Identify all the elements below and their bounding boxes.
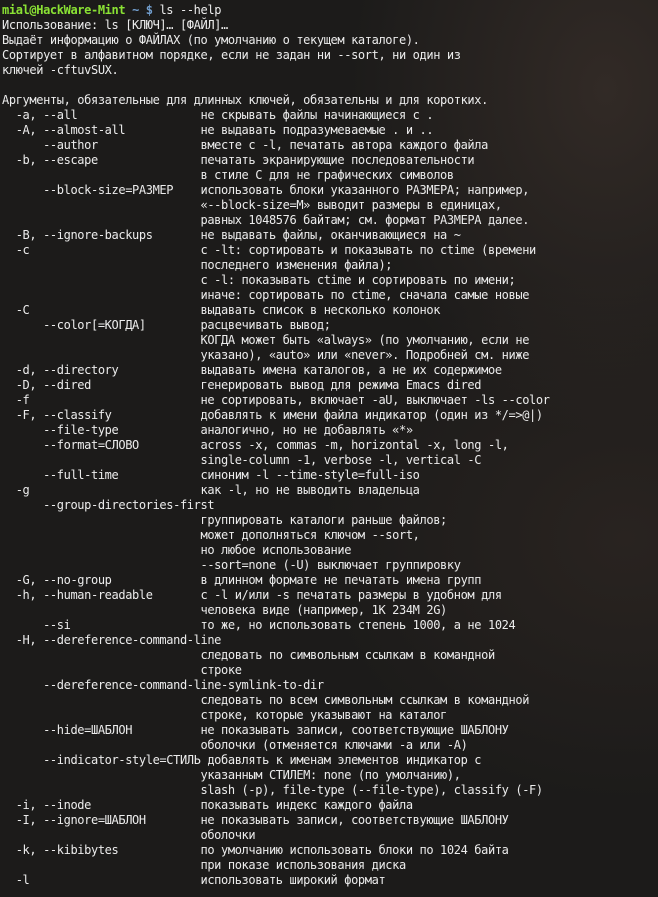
output-line: -k, --kibibytes по умолчанию использовать блоки по 1024 байта [2,843,509,857]
output-line: в стиле C для не графических символов [2,168,454,182]
output-line: ключей -cftuvSUX. [2,63,119,77]
output-line: строке, которые указывают на каталог [2,708,447,722]
command-output [2,18,658,888]
output-line: single-column -1, verbose -l, vertical -C [2,453,482,467]
output-line: -D, --dired генерировать вывод для режима Emacs dired [2,378,482,392]
prompt-path: ~ $ [125,3,153,17]
output-line: -g как -l, но не выводить владельца [2,483,420,497]
prompt-command: ls --help [152,3,222,17]
output-line: равных 1048576 байтам; см. формат РАЗМЕРА далее. [2,213,530,227]
output-line: -B, --ignore-backups не выдавать файлы, оканчивающиеся на ~ [2,228,461,242]
output-line: оболочки (отменяется ключами -a или -A) [2,738,468,752]
output-line: --sort=none (-U) выключает группировку [2,558,461,572]
output-line: --full-time синоним -l --time-style=full-iso [2,468,420,482]
output-line: оболочки [2,828,256,842]
output-line: --author вместе с -l, печатать автора каждого файла [2,138,488,152]
output-line: --si то же, но использовать степень 1000, а не 1024 [2,618,516,632]
output-line: указанным СТИЛЕМ: none (по умолчанию), [2,768,461,782]
output-line: --group-directories-first [2,498,215,512]
output-line [2,78,658,93]
output-line: -I, --ignore=ШАБЛОН не показывать записи, соответствующие ШАБЛОНУ [2,813,509,827]
output-line: следовать по символьным ссылкам в командной [2,648,495,662]
output-line: но любое использование [2,543,352,557]
output-line: последнего изменения файла); [2,258,393,272]
output-line: --format=СЛОВО across -x, commas -m, horizontal -x, long -l, [2,438,509,452]
output-line: -b, --escape печатать экранирующие последовательности [2,153,475,167]
output-line: указано), «auto» или «never». Подробней см. ниже [2,348,530,362]
output-line: группировать каталоги раньше файлов; [2,513,447,527]
output-line: Сортирует в алфавитном порядке, если не задан ни --sort, ни один из [2,48,461,62]
output-line: --dereference-command-line-symlink-to-dir [2,678,324,692]
output-line: -d, --directory выдавать имена каталогов, а не их содержимое [2,363,502,377]
output-line: -a, --all не скрывать файлы начинающиеся с . [2,108,434,122]
output-line: при показе использования диска [2,858,406,872]
output-line: --file-type аналогично, но не добавлять «*» [2,423,413,437]
output-line: следовать по всем символьным ссылкам в командной [2,693,530,707]
output-line: -C выдавать список в несколько колонок [2,303,441,317]
output-line: -h, --human-readable с -l и/или -s печатать размеры в удобном для [2,588,502,602]
output-line: --color[=КОГДА] расцвечивать вывод; [2,318,331,332]
output-line: иначе: сортировать по ctime, сначала самые новые [2,288,530,302]
output-line: КОГДА может быть «always» (по умолчанию, если не [2,333,530,347]
output-line: slash (-p), file-type (--file-type), classify (-F) [2,783,543,797]
output-line: Аргументы, обязательные для длинных ключей, обязательны и для коротких. [2,93,488,107]
output-line: «--block-size=M» выводит размеры в единицах, [2,198,502,212]
prompt-line [2,3,658,18]
output-line: --indicator-style=СТИЛЬ добавлять к именам элементов индикатор с [2,753,482,767]
output-line: может дополняться ключом --sort, [2,528,420,542]
output-line: -l использовать широкий формат [2,873,386,887]
output-line: -A, --almost-all не выдавать подразумеваемые . и .. [2,123,434,137]
output-line: -H, --dereference-command-line [2,633,222,647]
output-line: -i, --inode показывать индекс каждого файла [2,798,413,812]
output-line: -c с -lt: сортировать и показывать по ctime (времени [2,243,536,257]
output-line: Выдаёт информацию о ФАЙЛАХ (по умолчанию о текущем каталоге). [2,33,420,47]
output-line: с -l: показывать ctime и сортировать по имени; [2,273,516,287]
output-line: --block-size=РАЗМЕР использовать блоки указанного РАЗМЕРА; например, [2,183,530,197]
output-line: --hide=ШАБЛОН не показывать записи, соответствующие ШАБЛОНУ [2,723,509,737]
output-line: строке [2,663,242,677]
output-line: -F, --classify добавлять к имени файла индикатор (один из */=>@|) [2,408,543,422]
output-line: Использование: ls [КЛЮЧ]… [ФАЙЛ]… [2,18,228,32]
output-line: -G, --no-group в длинном формате не печатать имена групп [2,573,482,587]
output-line: человека виде (например, 1K 234M 2G) [2,603,447,617]
prompt-user-host: mial@HackWare-Mint [2,3,126,17]
output-line: -f не сортировать, включает -aU, выключает -ls --color [2,393,550,407]
